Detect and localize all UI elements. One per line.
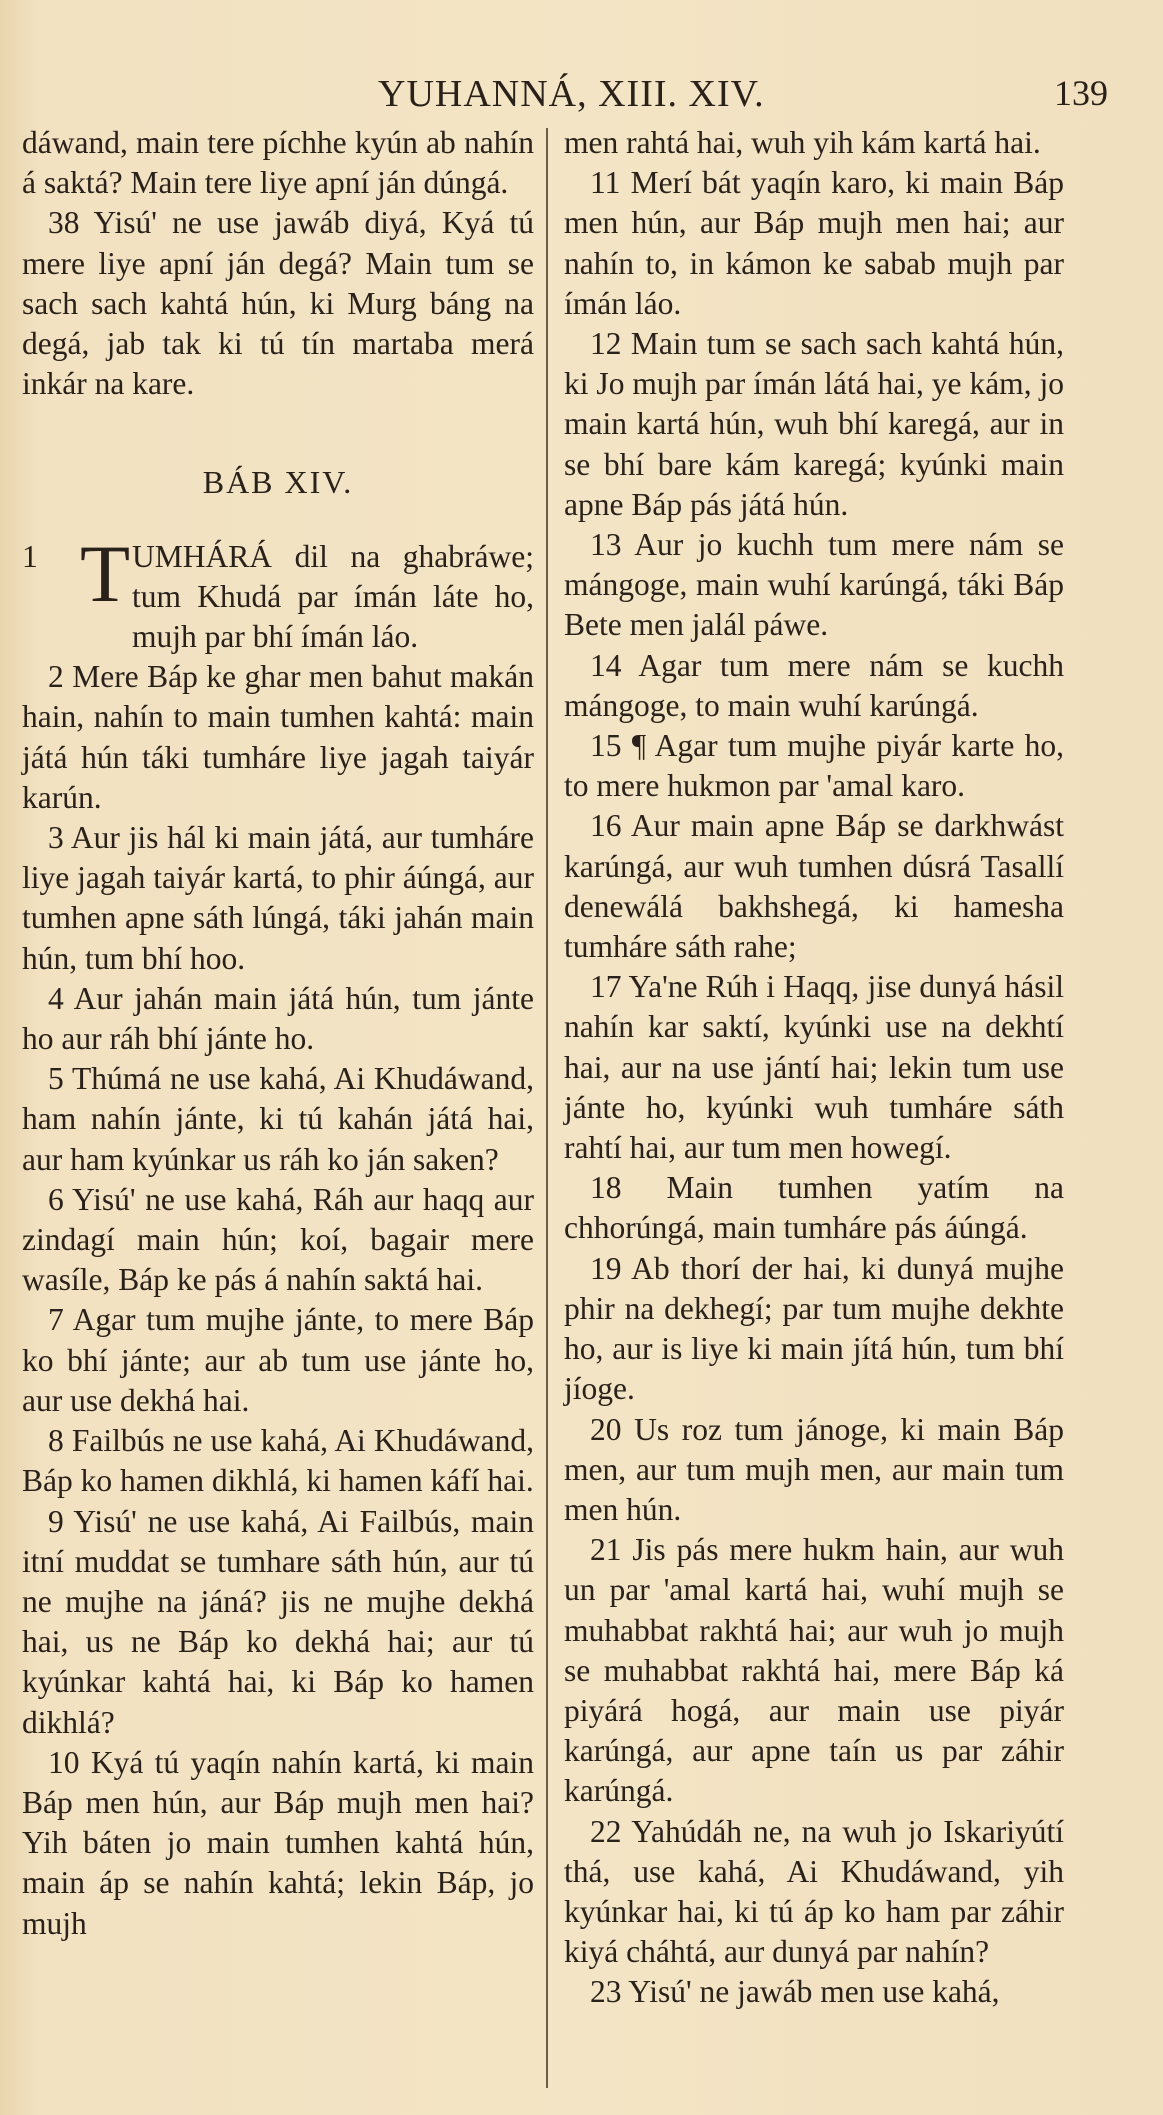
verse-21: 21 Jis pás mere hukm hain, aur wuh un par 'amal kartá hai, wuhí mujh se muhabbat rakhtá hai; aur wuh jo mujh se muhabbat rakhtá hai, mere Báp ká piyárá hogá, aur main use piyár karúngá, aur apne taín us par záhir karúngá.: [564, 1532, 1064, 1809]
verse-10: 10 Kyá tú yaqín nahín kartá, ki main Báp men hún, aur Báp mujh men hai? Yih báten jo main tumhen kahtá hún, main áp se nahín kahtá; lekin Báp, jo mujh: [22, 1744, 534, 1941]
verse-1-number: 1: [22, 538, 38, 574]
right-column: [564, 123, 1064, 2013]
verse-12: 12 Main tum se sach sach kahtá hún, ki Jo mujh par ímán látá hai, ye kám, jo main kartá hún, wuh bhí karegá, aur in se bhí bare kám karegá; kyúnki main apne Báp pás játá hún.: [564, 326, 1064, 522]
verse-38: 38 Yisú' ne use jawáb diyá, Kyá tú mere liye apní ján degá? Main tum se sach sach kahtá hún, ki Murg báng na degá, jab tak ki tú tín martaba merá inkár na kare.: [22, 205, 534, 402]
verse-9: 9 Yisú' ne use kahá, Ai Failbús, main itní muddat se tumhare sáth hún, aur tú ne mujhe na jáná? jis ne mujhe dekhá hai, us ne Báp ko dekhá hai; aur tú kyúnkar kahtá hai, ki Báp ko hamen dikhlá?: [22, 1503, 534, 1740]
verse-continuation: dáwand, main tere píchhe kyún ab nahín á saktá? Main tere liye apní ján dúngá.: [22, 125, 534, 201]
verse-8: 8 Failbús ne use kahá, Ai Khudáwand, Báp ko hamen dikhlá, ki hamen káfí hai.: [22, 1423, 534, 1499]
verse-14: 14 Agar tum mere nám se kuchh mángoge, to main wuhí karúngá.: [564, 647, 1064, 723]
verse-22: 22 Yahúdáh ne, na wuh jo Iskariyútí thá, use kahá, Ai Khudáwand, yih kyúnkar hai, ki tú áp ko ham par záhir kiyá cháhtá, aur dunyá par nahín?: [564, 1813, 1064, 1970]
verse-5: 5 Thúmá ne use kahá, Ai Khudáwand, ham nahín jánte, ki tú kahán játá hai, aur ham kyúnkar us ráh ko ján saken?: [22, 1061, 534, 1177]
running-title: YUHANNÁ, XIII. XIV.: [378, 73, 765, 115]
verse-6: 6 Yisú' ne use kahá, Ráh aur haqq aur zindagí main hún; koí, bagair mere wasíle, Báp ke pás á nahín saktá hai.: [22, 1181, 534, 1298]
verse-17: 17 Ya'ne Rúh i Haqq, jise dunyá hásil nahín kar saktí, kyúnki use na dekhtí hai, aur na use jántí hai; lekin tum use jánte ho, kyúnki wuh tumháre sáth rahtí hai, aur tum men howegí.: [564, 969, 1064, 1166]
verse-continuation: men rahtá hai, wuh yih kám kartá hai.: [564, 125, 1041, 160]
verse-1-text: UMHÁRÁ dil na ghabráwe; tum Khudá par ímán láte ho, mujh par bhí ímán láo.: [132, 538, 534, 655]
verse-18: 18 Main tumhen yatím na chhorúngá, main tumháre pás áúngá.: [564, 1170, 1064, 1246]
left-column: [22, 123, 534, 1944]
page-number: 139: [1054, 73, 1108, 113]
verse-11: 11 Merí bát yaqín karo, ki main Báp men hún, aur Báp mujh men hai; aur nahín to, in kámon ke sabab mujh par ímán láo.: [564, 165, 1064, 321]
column-divider: [546, 128, 548, 2088]
verse-16: 16 Aur main apne Báp se darkhwást karúngá, aur wuh tumhen dúsrá Tasallí denewálá bakhshegá, ki hamesha tumháre sáth rahe;: [564, 808, 1064, 965]
running-head: [0, 72, 1163, 122]
verse-2: 2 Mere Báp ke ghar men bahut makán hain, nahín to main tumhen kahtá: main játá hún táki tumháre liye jagah taiyár karún.: [22, 659, 534, 815]
verse-23: 23 Yisú' ne jawáb men use kahá,: [590, 1974, 1000, 2010]
chapter-heading: BÁB XIV.: [202, 464, 354, 501]
verse-1: [22, 527, 534, 658]
verse-7: 7 Agar tum mujhe jánte, to mere Báp ko bhí jánte; aur ab tum use jánte ho, aur use dekhá hai.: [22, 1302, 534, 1418]
verse-15: 15 ¶ Agar tum mujhe piyár karte ho, to mere hukmon par 'amal karo.: [564, 728, 1064, 804]
verse-19: 19 Ab thorí der hai, ki dunyá mujhe phir na dekhegí; par tum mujhe dekhte ho, aur is liye ki main jítá hún, tum bhí jíoge.: [564, 1250, 1064, 1407]
verse-20: 20 Us roz tum jánoge, ki main Báp men, aur tum mujh men, aur main tum men hún.: [564, 1411, 1064, 1527]
drop-cap: T: [80, 527, 131, 619]
verse-13: 13 Aur jo kuchh tum mere nám se mángoge, main wuhí karúngá, táki Báp Bete men jalál páwe.: [564, 527, 1064, 643]
verse-4: 4 Aur jahán main játá hún, tum jánte ho aur ráh bhí jánte ho.: [22, 980, 534, 1057]
verse-3: 3 Aur jis hál ki main játá, aur tumháre liye jagah taiyár kartá, to phir áúngá, aur tumhen apne sáth lúngá, táki jahán main hún, tum bhí hoo.: [22, 820, 534, 976]
